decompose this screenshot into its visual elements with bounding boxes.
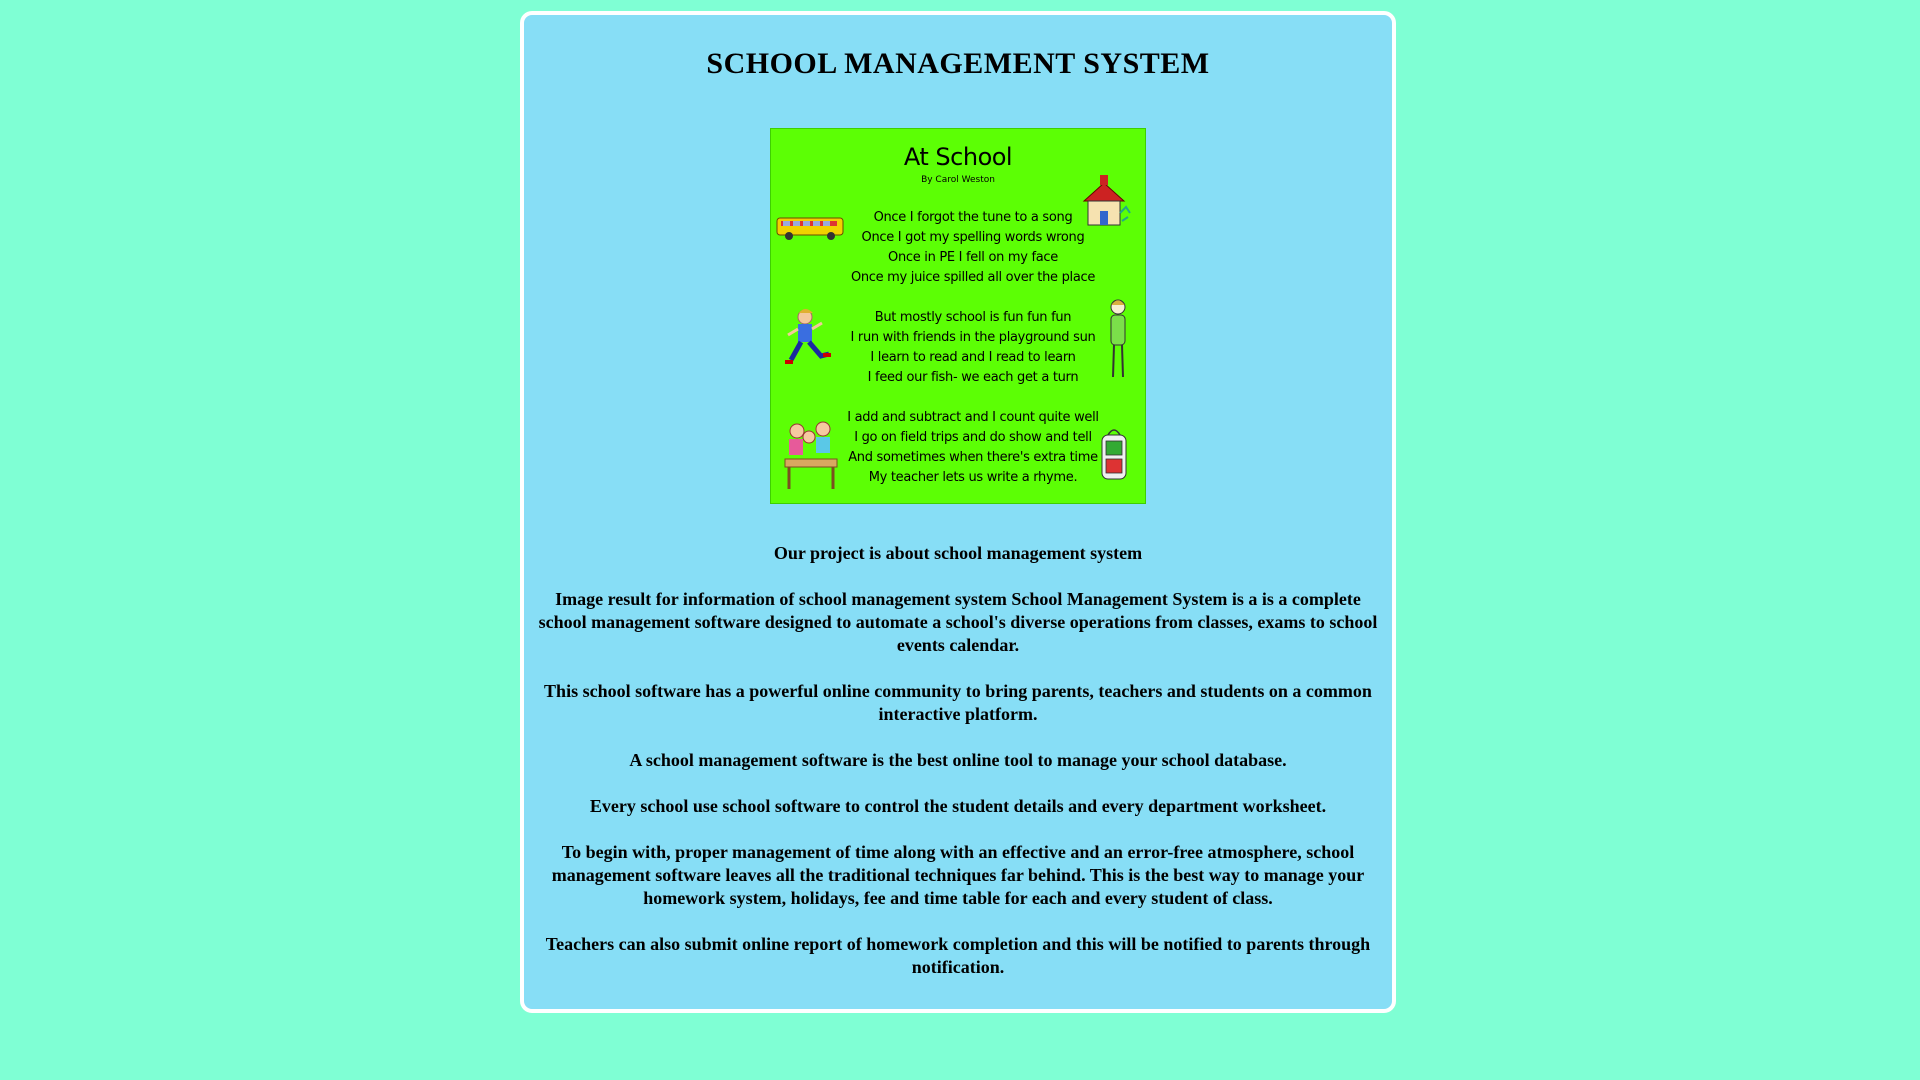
main-card bbox=[520, 11, 1396, 1013]
intro-paragraph: Our project is about school management system bbox=[773, 543, 1143, 563]
description-paragraph: Teachers can also submit online report of homework completion and this will be notified to parents through notification. bbox=[545, 934, 1371, 977]
poem-line: I add and subtract and I count quite well bbox=[847, 410, 1099, 425]
backpack-icon bbox=[1097, 425, 1131, 485]
poster-title: At School bbox=[903, 143, 1013, 171]
poem-line: Once I forgot the tune to a song bbox=[873, 210, 1073, 225]
poem-line: My teacher lets us write a rhyme. bbox=[868, 470, 1078, 485]
poem-line: I go on field trips and do show and tell bbox=[854, 430, 1092, 445]
description-paragraph: Image result for information of school management system School Management System is a is a complete school management software designed to automate a school's diverse operations from classes, exams to school events calendar. bbox=[538, 589, 1378, 655]
poem-stanza-2 bbox=[841, 308, 1105, 388]
description-paragraph: To begin with, proper management of time along with an effective and an error-free atmosphere, school management software leaves all the traditional techniques far behind. This is the best way to manage your homework system, holidays, fee and time table for each and every student of class. bbox=[551, 842, 1365, 908]
poem-line: Once I got my spelling words wrong bbox=[861, 230, 1085, 245]
schoolhouse-icon bbox=[1076, 173, 1132, 233]
description-paragraph: A school management software is the best online tool to manage your school database. bbox=[629, 750, 1287, 770]
page-title: SCHOOL MANAGEMENT SYSTEM bbox=[706, 47, 1210, 80]
description-paragraph: Every school use school software to control the student details and every department worksheet. bbox=[589, 796, 1327, 816]
poster-author: By Carol Weston bbox=[921, 175, 995, 185]
students-at-desk-icon bbox=[781, 419, 841, 493]
poem-line: I learn to read and I read to learn bbox=[870, 350, 1076, 365]
poem-line: Once in PE I fell on my face bbox=[888, 250, 1058, 265]
poem-line: I run with friends in the playground sun bbox=[850, 330, 1096, 345]
at-school-poster-image bbox=[770, 128, 1146, 504]
poem-line: But mostly school is fun fun fun bbox=[874, 310, 1072, 325]
poem-line: I feed our fish- we each get a turn bbox=[867, 370, 1079, 385]
description-paragraph: This school software has a powerful online community to bring parents, teachers and students on a common interactive platform. bbox=[544, 681, 1372, 724]
poem-stanza-1 bbox=[841, 208, 1105, 288]
poem-line: And sometimes when there's extra time bbox=[848, 450, 1098, 465]
standing-girl-icon bbox=[1101, 297, 1135, 385]
school-bus-icon bbox=[775, 213, 847, 243]
poem-stanza-3 bbox=[841, 408, 1105, 488]
poem-line: Once my juice spilled all over the place bbox=[850, 270, 1096, 285]
running-child-icon bbox=[783, 307, 833, 373]
description-section bbox=[534, 542, 1382, 979]
